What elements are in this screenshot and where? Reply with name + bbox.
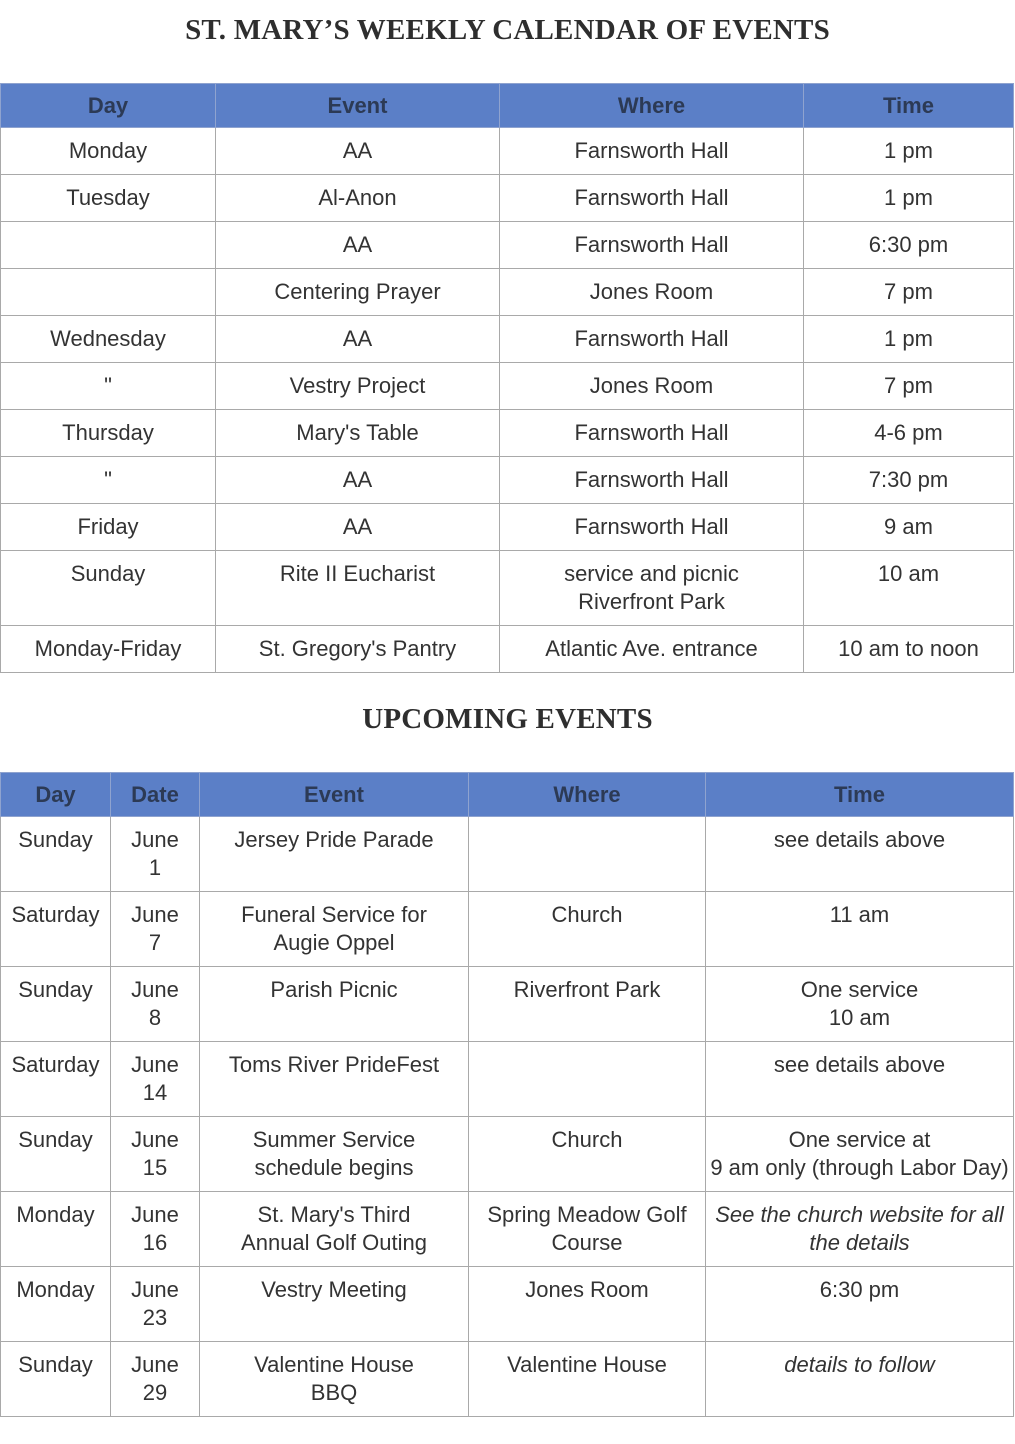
weekly-cell-time: 9 am: [804, 504, 1014, 551]
upcoming-cell-time: See the church website for all the details: [706, 1192, 1014, 1267]
upcoming-table-row: [1, 892, 1014, 967]
upcoming-cell-where: [469, 1042, 706, 1117]
weekly-cell-event: Centering Prayer: [216, 269, 500, 316]
upcoming-cell-day: Saturday: [1, 1042, 111, 1117]
weekly-cell-time: 6:30 pm: [804, 222, 1014, 269]
upcoming-cell-time: 6:30 pm: [706, 1267, 1014, 1342]
weekly-cell-time: 7:30 pm: [804, 457, 1014, 504]
upcoming-cell-event: Parish Picnic: [200, 967, 469, 1042]
weekly-cell-where: Farnsworth Hall: [500, 457, 804, 504]
upcoming-cell-time: One service at 9 am only (through Labor Day): [706, 1117, 1014, 1192]
weekly-cell-event: AA: [216, 222, 500, 269]
weekly-cell-event: Mary's Table: [216, 410, 500, 457]
upcoming-header-where: Where: [469, 773, 706, 817]
weekly-table-row: [1, 626, 1014, 673]
upcoming-header-day: Day: [1, 773, 111, 817]
weekly-cell-day: Monday: [1, 128, 216, 175]
upcoming-table-row: [1, 1267, 1014, 1342]
upcoming-cell-event: Funeral Service for Augie Oppel: [200, 892, 469, 967]
weekly-cell-day: Wednesday: [1, 316, 216, 363]
upcoming-cell-where: [469, 817, 706, 892]
upcoming-cell-date: June 1: [111, 817, 200, 892]
weekly-table-row: [1, 457, 1014, 504]
weekly-cell-day: Sunday: [1, 551, 216, 626]
weekly-cell-day: ": [1, 363, 216, 410]
upcoming-cell-day: Monday: [1, 1267, 111, 1342]
weekly-cell-event: St. Gregory's Pantry: [216, 626, 500, 673]
upcoming-cell-event: Summer Service schedule begins: [200, 1117, 469, 1192]
weekly-table-row: [1, 410, 1014, 457]
weekly-cell-day: [1, 269, 216, 316]
upcoming-cell-day: Sunday: [1, 1117, 111, 1192]
weekly-calendar-title: ST. MARY’S WEEKLY CALENDAR OF EVENTS: [185, 14, 830, 46]
weekly-cell-time: 1 pm: [804, 316, 1014, 363]
weekly-cell-event: Rite II Eucharist: [216, 551, 500, 626]
weekly-cell-day: [1, 222, 216, 269]
upcoming-header-row: [1, 773, 1014, 817]
weekly-table-row: [1, 316, 1014, 363]
weekly-cell-event: Al-Anon: [216, 175, 500, 222]
weekly-cell-time: 10 am: [804, 551, 1014, 626]
upcoming-cell-where: Riverfront Park: [469, 967, 706, 1042]
upcoming-table-row: [1, 1342, 1014, 1417]
upcoming-cell-where: Church: [469, 892, 706, 967]
weekly-cell-time: 7 pm: [804, 363, 1014, 410]
upcoming-cell-date: June 15: [111, 1117, 200, 1192]
weekly-cell-where: Farnsworth Hall: [500, 222, 804, 269]
upcoming-cell-date: June 23: [111, 1267, 200, 1342]
upcoming-cell-where: Spring Meadow Golf Course: [469, 1192, 706, 1267]
weekly-cell-event: AA: [216, 504, 500, 551]
weekly-cell-event: Vestry Project: [216, 363, 500, 410]
upcoming-cell-event: Jersey Pride Parade: [200, 817, 469, 892]
upcoming-header-time: Time: [706, 773, 1014, 817]
weekly-cell-day: Tuesday: [1, 175, 216, 222]
upcoming-cell-date: June 14: [111, 1042, 200, 1117]
weekly-header-row: [1, 84, 1014, 128]
upcoming-table-row: [1, 817, 1014, 892]
weekly-cell-day: Monday-Friday: [1, 626, 216, 673]
upcoming-cell-day: Sunday: [1, 1342, 111, 1417]
weekly-cell-day: Thursday: [1, 410, 216, 457]
upcoming-cell-date: June 8: [111, 967, 200, 1042]
weekly-cell-event: AA: [216, 128, 500, 175]
upcoming-header-event: Event: [200, 773, 469, 817]
upcoming-cell-day: Sunday: [1, 967, 111, 1042]
weekly-cell-where: Farnsworth Hall: [500, 175, 804, 222]
weekly-cell-where: Farnsworth Hall: [500, 128, 804, 175]
weekly-cell-where: Atlantic Ave. entrance: [500, 626, 804, 673]
upcoming-cell-event: Valentine House BBQ: [200, 1342, 469, 1417]
upcoming-events-title: UPCOMING EVENTS: [362, 703, 653, 735]
upcoming-cell-date: June 16: [111, 1192, 200, 1267]
weekly-cell-where: Jones Room: [500, 363, 804, 410]
upcoming-cell-date: June 7: [111, 892, 200, 967]
weekly-table-row: [1, 269, 1014, 316]
upcoming-table-row: [1, 967, 1014, 1042]
weekly-cell-where: Jones Room: [500, 269, 804, 316]
upcoming-cell-event: St. Mary's Third Annual Golf Outing: [200, 1192, 469, 1267]
upcoming-cell-day: Saturday: [1, 892, 111, 967]
upcoming-cell-time: One service 10 am: [706, 967, 1014, 1042]
weekly-cell-time: 4-6 pm: [804, 410, 1014, 457]
upcoming-cell-date: June 29: [111, 1342, 200, 1417]
upcoming-cell-where: Church: [469, 1117, 706, 1192]
upcoming-cell-where: Valentine House: [469, 1342, 706, 1417]
weekly-table-row: [1, 551, 1014, 626]
upcoming-table-row: [1, 1192, 1014, 1267]
upcoming-header-date: Date: [111, 773, 200, 817]
weekly-cell-time: 10 am to noon: [804, 626, 1014, 673]
upcoming-cell-where: Jones Room: [469, 1267, 706, 1342]
weekly-table-row: [1, 504, 1014, 551]
weekly-cell-day: ": [1, 457, 216, 504]
upcoming-cell-time: see details above: [706, 1042, 1014, 1117]
weekly-header-day: Day: [1, 84, 216, 128]
weekly-header-where: Where: [500, 84, 804, 128]
weekly-cell-time: 1 pm: [804, 128, 1014, 175]
weekly-cell-day: Friday: [1, 504, 216, 551]
weekly-cell-where: Farnsworth Hall: [500, 316, 804, 363]
weekly-cell-time: 1 pm: [804, 175, 1014, 222]
weekly-header-time: Time: [804, 84, 1014, 128]
upcoming-cell-time: 11 am: [706, 892, 1014, 967]
weekly-table-row: [1, 175, 1014, 222]
upcoming-cell-time: see details above: [706, 817, 1014, 892]
weekly-cell-where: Farnsworth Hall: [500, 504, 804, 551]
upcoming-cell-event: Vestry Meeting: [200, 1267, 469, 1342]
weekly-cell-where: service and picnic Riverfront Park: [500, 551, 804, 626]
upcoming-events-table: [0, 772, 1014, 1417]
weekly-cell-event: AA: [216, 457, 500, 504]
weekly-cell-where: Farnsworth Hall: [500, 410, 804, 457]
weekly-table-row: [1, 128, 1014, 175]
weekly-table-row: [1, 222, 1014, 269]
weekly-calendar-table: [0, 83, 1014, 673]
upcoming-cell-day: Monday: [1, 1192, 111, 1267]
upcoming-cell-event: Toms River PrideFest: [200, 1042, 469, 1117]
weekly-cell-time: 7 pm: [804, 269, 1014, 316]
weekly-header-event: Event: [216, 84, 500, 128]
upcoming-cell-day: Sunday: [1, 817, 111, 892]
weekly-table-row: [1, 363, 1014, 410]
upcoming-cell-time: details to follow: [706, 1342, 1014, 1417]
weekly-cell-event: AA: [216, 316, 500, 363]
upcoming-table-row: [1, 1117, 1014, 1192]
upcoming-table-row: [1, 1042, 1014, 1117]
